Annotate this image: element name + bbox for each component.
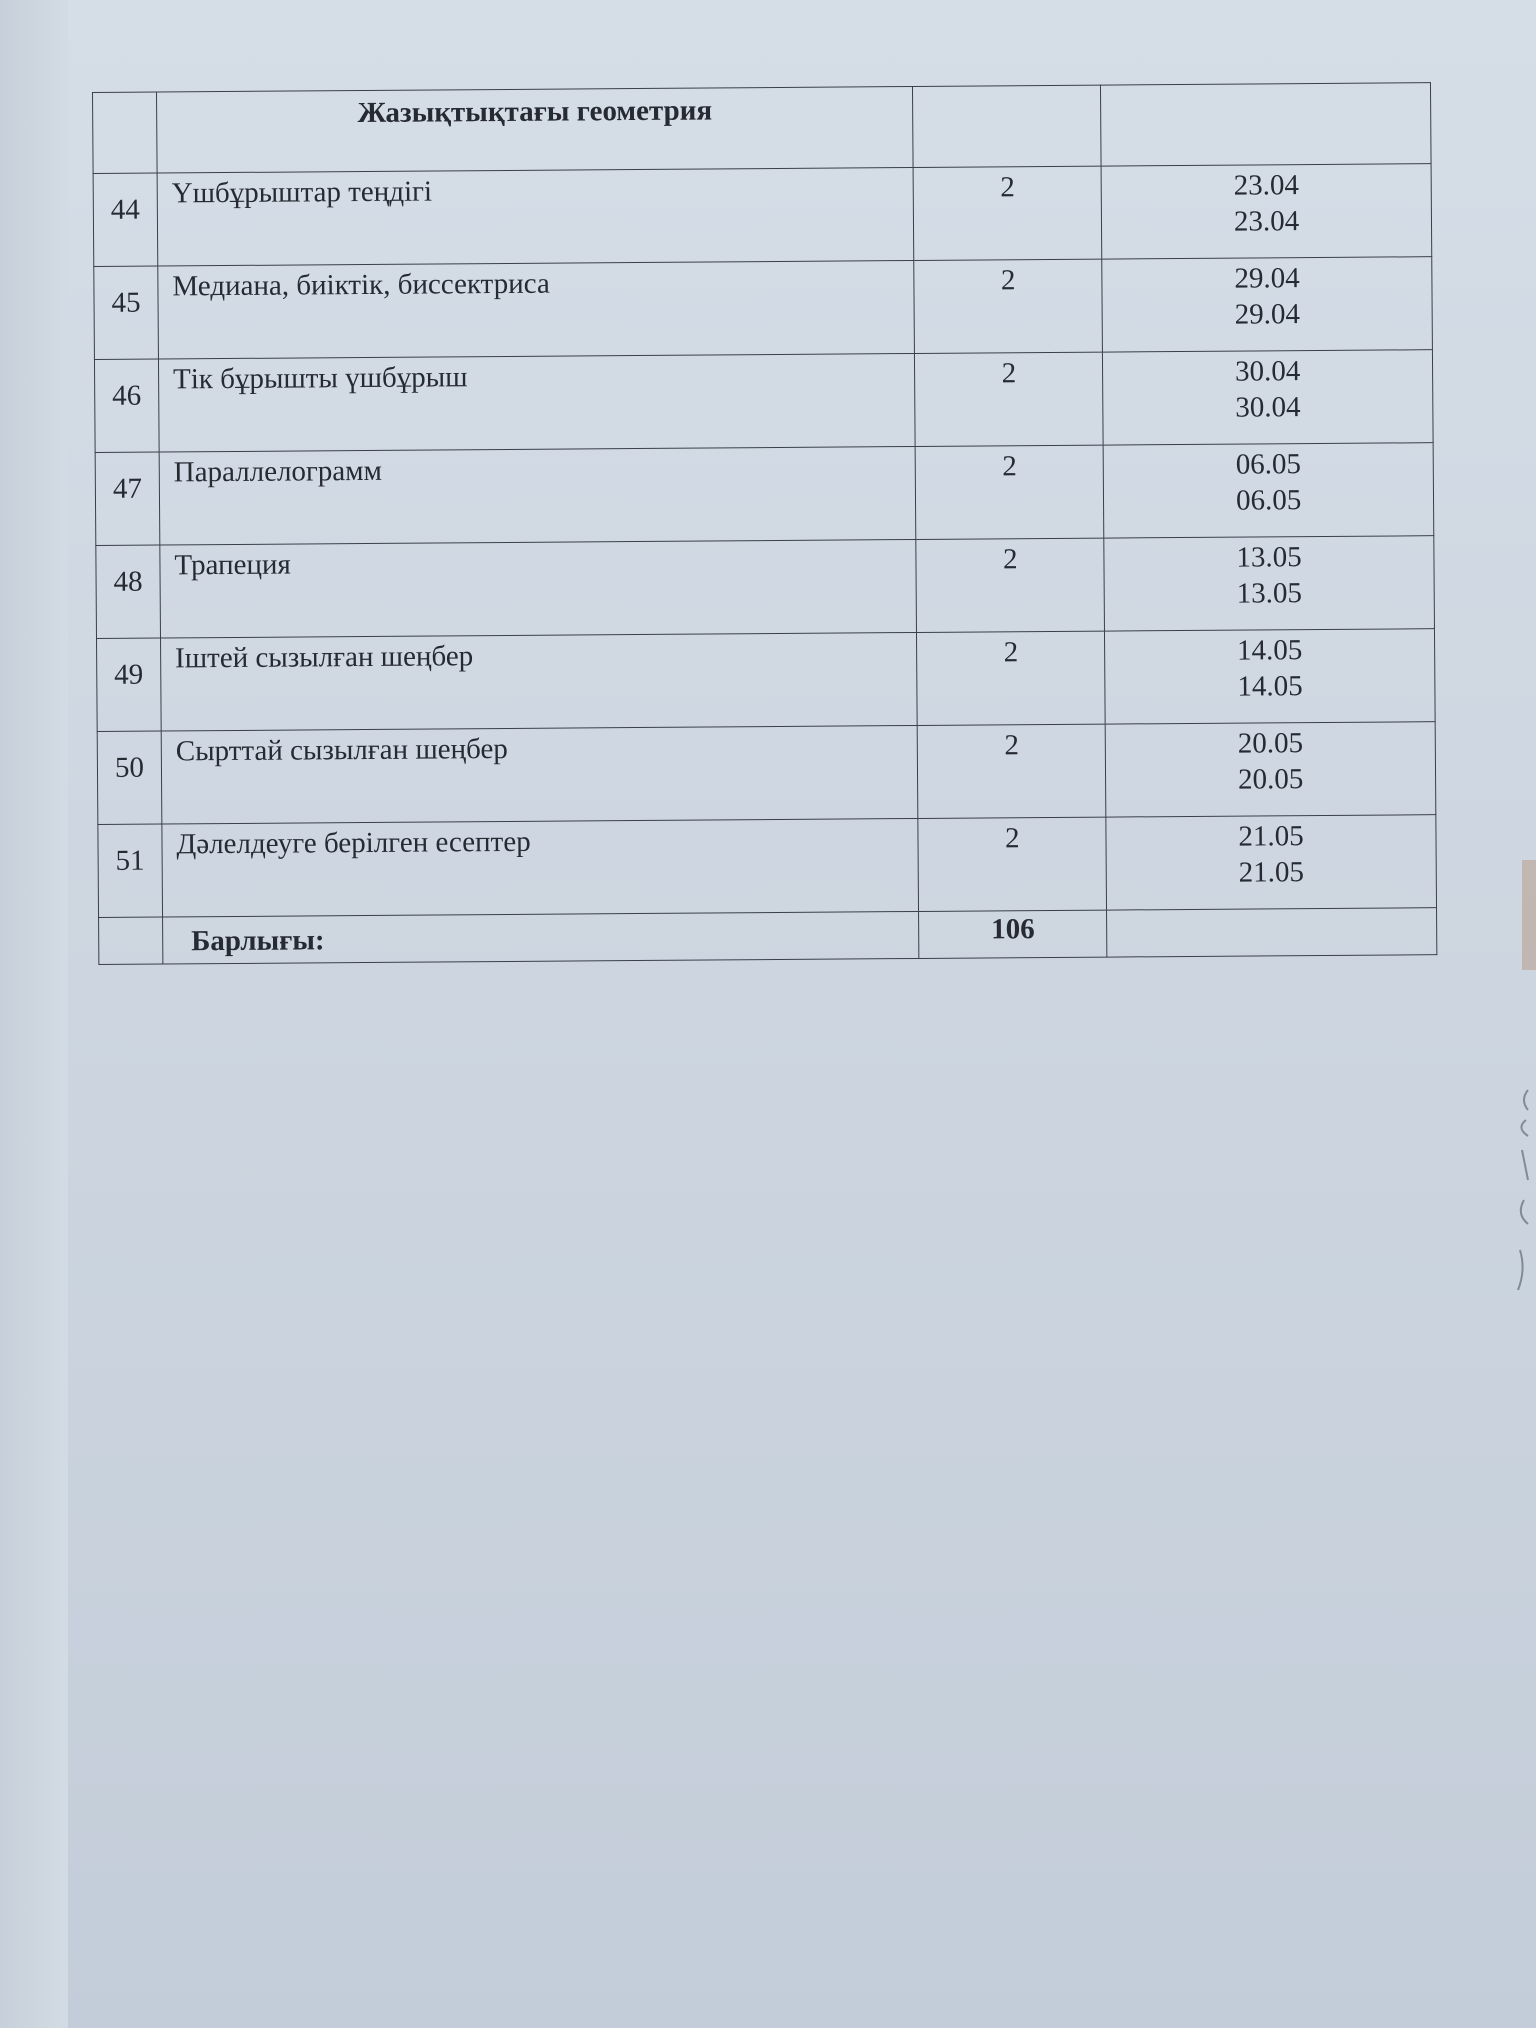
- lesson-hours: 2: [917, 631, 1106, 725]
- lesson-dates: [1103, 350, 1433, 445]
- lesson-number: 45: [94, 266, 159, 359]
- lesson-topic: Тік бұрышты үшбұрыш: [158, 353, 915, 452]
- lesson-number: 51: [98, 824, 163, 917]
- next-page-edge: [1522, 860, 1536, 970]
- lesson-number: 44: [93, 173, 158, 266]
- lesson-hours: 2: [913, 166, 1102, 260]
- lesson-date: 29.04: [1234, 262, 1300, 295]
- lesson-topic: Параллелограмм: [159, 446, 916, 545]
- table-row: [98, 815, 1437, 918]
- total-row: [99, 908, 1437, 965]
- lesson-dates: [1105, 722, 1435, 817]
- lesson-topic: Дәлелдеуге берілген есептер: [162, 818, 919, 917]
- total-hours: 106: [919, 910, 1107, 958]
- lesson-date: 29.04: [1234, 298, 1301, 331]
- lesson-topic: Медиана, биіктік, биссектриса: [158, 260, 915, 359]
- lesson-dates: [1104, 536, 1434, 631]
- table-row: [94, 350, 1433, 453]
- section-num-cell: [93, 92, 158, 173]
- lesson-date: 21.05: [1238, 820, 1304, 853]
- lesson-date: 30.04: [1234, 355, 1301, 388]
- lesson-hours: 2: [915, 352, 1104, 446]
- lesson-topic: Іштей сызылған шеңбер: [160, 632, 917, 731]
- lesson-date: 23.04: [1233, 169, 1300, 202]
- lesson-topic: Сырттай сызылған шеңбер: [161, 725, 918, 824]
- lesson-date: 20.05: [1237, 727, 1304, 760]
- lesson-date: 14.05: [1236, 634, 1303, 667]
- lesson-dates: [1102, 257, 1432, 352]
- lesson-date: 13.05: [1236, 577, 1303, 610]
- table-row: [96, 536, 1435, 639]
- lesson-hours: 2: [916, 445, 1105, 539]
- table-row: [94, 257, 1433, 360]
- lesson-dates: [1106, 815, 1436, 910]
- total-num-cell: [99, 917, 163, 964]
- lesson-number: 49: [97, 638, 162, 731]
- lesson-hours: 2: [914, 259, 1103, 353]
- section-title: Жазықтықтағы геометрия: [156, 86, 913, 173]
- lesson-date: 21.05: [1238, 856, 1305, 889]
- table-row: [93, 164, 1432, 267]
- margin-handwriting: [1498, 1080, 1536, 1320]
- table-row: [97, 629, 1436, 732]
- lesson-number: 48: [96, 545, 161, 638]
- section-header-row: [93, 83, 1432, 174]
- lesson-date: 06.05: [1235, 484, 1302, 517]
- total-label: Барлығы:: [163, 911, 920, 964]
- lesson-dates: [1105, 629, 1435, 724]
- lesson-hours: 2: [916, 538, 1105, 632]
- lesson-dates: [1103, 443, 1433, 538]
- table-row: [97, 722, 1436, 825]
- lesson-number: 50: [97, 731, 162, 824]
- lesson-date: 30.04: [1235, 391, 1301, 424]
- lesson-topic: Трапеция: [160, 539, 917, 638]
- lesson-date: 23.04: [1233, 205, 1300, 238]
- section-hours-cell: [913, 85, 1101, 167]
- total-date-cell: [1107, 908, 1437, 957]
- lesson-date: 20.05: [1237, 763, 1304, 796]
- lesson-plan-table: [92, 82, 1437, 965]
- lesson-date: 06.05: [1235, 448, 1302, 481]
- lesson-hours: 2: [918, 724, 1107, 818]
- lesson-number: 46: [94, 359, 159, 452]
- table-row: [95, 443, 1434, 546]
- lesson-number: 47: [95, 452, 160, 545]
- lesson-dates: [1101, 164, 1431, 259]
- lesson-topic: Үшбұрыштар теңдігі: [157, 167, 914, 266]
- section-date-cell: [1101, 83, 1431, 166]
- lesson-hours: 2: [918, 817, 1107, 911]
- lesson-date: 13.05: [1236, 541, 1302, 574]
- lesson-date: 14.05: [1237, 670, 1303, 703]
